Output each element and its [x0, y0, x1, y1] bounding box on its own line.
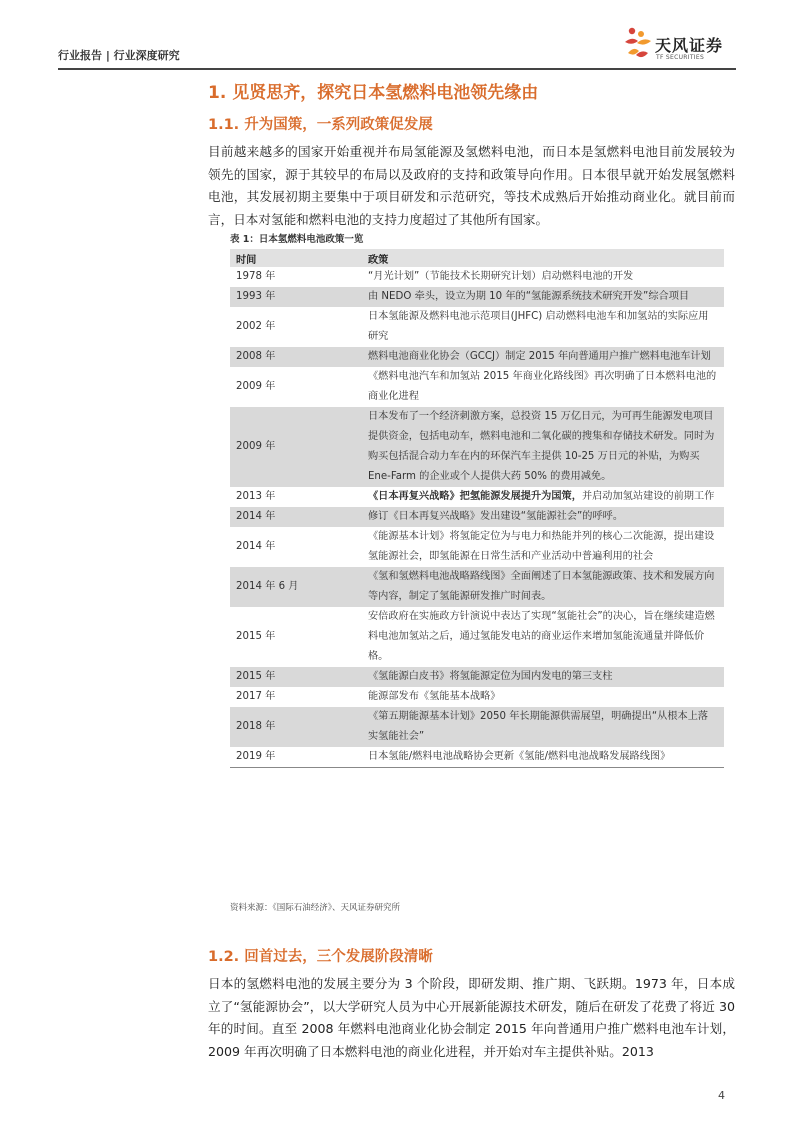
row-policy: 修订《日本再复兴战略》发出建设“氢能源社会”的呼呼。	[362, 507, 724, 527]
row-year: 2015 年	[230, 667, 362, 687]
row-policy: “月光计划”（节能技术长期研究计划）启动燃料电池的开发	[368, 271, 634, 282]
header-time: 时间	[230, 249, 362, 267]
row-year: 2014 年	[230, 507, 362, 527]
history-paragraph: 日本的氢燃料电池的发展主要分为 3 个阶段，即研发期、推广期、飞跃期。1973 年，日本成立了“氢能源协会”，以大学研究人员为中心开展新能源技术研发，随后在研发了花费了将近 30 年的时间。直至 2008 年燃料电池商业化协会制定 2015 年向普通用户推广燃料电池车计划，2009 年再次明确了日本燃料电池的商业化进程，并开始对车主提供补贴。2013	[208, 976, 735, 1059]
table-row	[230, 707, 724, 747]
header-policy: 政策	[362, 249, 724, 267]
table-source: 资料来源：《国际石油经济》、天风证券研究所	[230, 903, 401, 913]
table-row	[230, 607, 724, 667]
row-year: 2009 年	[230, 407, 362, 487]
table-row	[230, 667, 724, 687]
table-row	[230, 347, 724, 367]
logo-name-cn: 天风证券	[655, 36, 724, 55]
row-policy-rest: 并启动加氢站建设的前期工作	[581, 491, 715, 502]
page-number: 4	[718, 1089, 725, 1102]
row-year: 2008 年	[230, 347, 362, 367]
row-year: 1993 年	[230, 287, 362, 307]
row-policy: 日本发布了一个经济刺激方案，总投资 15 万亿日元，为可再生能源发电项目提供资金，包括电动车，燃料电池和二氧化碳的搜集和存储技术研发。同时为购买包括混合动力车在内的环保汽车主提供 10-25 万日元的补贴，为购买 Ene-Farm 的企业或个人提供大药 50% 的费用减免。	[362, 407, 724, 487]
row-policy	[362, 487, 724, 507]
subsection-title-2: 1.2. 回首过去，三个发展阶段清晰	[208, 949, 433, 965]
company-logo	[622, 26, 742, 66]
logo-name-en: TF SECURITIES	[656, 54, 705, 61]
policy-table	[230, 249, 724, 768]
row-year: 2019 年	[230, 747, 362, 768]
row-year: 2014 年	[236, 541, 276, 552]
row-year: 2015 年	[236, 631, 276, 642]
table-row	[230, 507, 724, 527]
table-row	[230, 287, 724, 307]
row-policy: 《氢能源白皮书》将氢能源定位为国内发电的第三支柱	[362, 667, 724, 687]
row-year: 2017 年	[236, 691, 276, 702]
row-year: 1978 年	[236, 271, 276, 282]
row-policy: 能源部发布《氢能基本战略》	[368, 691, 501, 702]
row-year: 2002 年	[236, 321, 276, 332]
row-year: 2009 年	[236, 381, 276, 392]
row-policy: 《第五期能源基本计划》2050 年长期能源供需展望，明确提出“从根本上落实氢能社会”	[362, 707, 724, 747]
table-row	[230, 487, 724, 507]
section-title: 1. 见贤思齐，探究日本氢燃料电池领先缘由	[208, 83, 539, 103]
table-title: 表 1：日本氢燃料电池政策一览	[230, 234, 364, 245]
row-policy: 由 NEDO 牵头，设立为期 10 年的“氢能源系统技术研究开发”综合项目	[362, 287, 724, 307]
row-year: 2018 年	[230, 707, 362, 747]
table-row	[230, 267, 724, 287]
table-row	[230, 407, 724, 487]
row-policy: 日本氢能/燃料电池战略协会更新《氢能/燃料电池战略发展路线图》	[362, 747, 724, 768]
table-row	[230, 747, 724, 768]
table-row	[230, 687, 724, 707]
row-year: 2014 年 6 月	[230, 567, 362, 607]
row-policy: 安倍政府在实施政方针演说中表达了实现“氢能社会”的决心，旨在继续建造燃料电池加氢站之后，通过氢能发电站的商业运作来增加氢能流通量并降低价格。	[368, 611, 715, 662]
table-row	[230, 567, 724, 607]
table-row	[230, 527, 724, 567]
table-row	[230, 367, 724, 407]
row-policy: 燃料电池商业化协会（GCCJ）制定 2015 年向普通用户推广燃料电池车计划	[362, 347, 724, 367]
table-header-row	[230, 249, 724, 267]
row-year: 2013 年	[236, 491, 276, 502]
row-policy: 《氢和氢燃料电池战略路线图》全面阐述了日本氢能源政策、技术和发展方向等内容，制定了氢能源研发推广时间表。	[362, 567, 724, 607]
report-category: 行业报告 | 行业深度研究	[58, 49, 180, 62]
subsection-title-1: 1.1. 升为国策，一系列政策促发展	[208, 117, 433, 133]
row-policy: 《燃料电池汽车和加氢站 2015 年商业化路线图》再次明确了日本燃料电池的商业化进程	[368, 371, 717, 402]
table-row	[230, 307, 724, 347]
intro-paragraph: 目前越来越多的国家开始重视并布局氢能源及氢燃料电池，而日本是氢燃料电池目前发展较为领先的国家，源于其较早的布局以及政府的支持和政策导向作用。日本很早就开始发展氢燃料电池，其发展初期主要集中于项目研发和示范研究，等技术成熟后开始推动商业化。就目前而言，日本对氢能和燃料电池的支持力度超过了其他所有国家。	[208, 144, 735, 227]
tf-logo-icon	[622, 26, 654, 66]
row-policy-highlight: 《日本再复兴战略》把氢能源发展提升为国策，	[368, 491, 582, 502]
row-policy: 日本氢能源及燃料电池示范项目(JHFC) 启动燃料电池车和加氢站的实际应用研究	[368, 311, 709, 342]
row-policy: 《能源基本计划》将氢能定位为与电力和热能并列的核心二次能源，提出建设氢能源社会，即氢能源在日常生活和产业活动中普遍利用的社会	[368, 531, 715, 562]
header-divider	[58, 68, 736, 70]
